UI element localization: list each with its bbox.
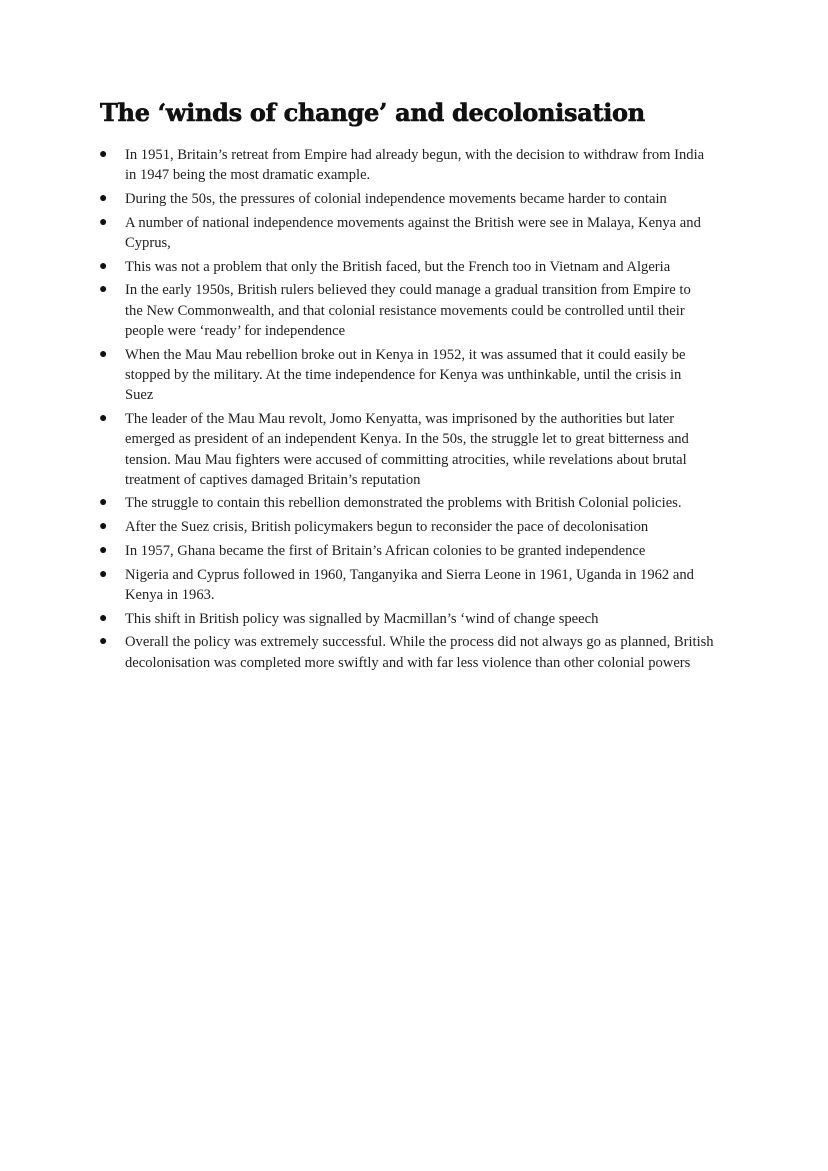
- bullet-icon: ●: [99, 346, 108, 362]
- list-item: [96, 517, 714, 537]
- list-item: [96, 257, 714, 277]
- bullet-icon: ●: [99, 147, 108, 162]
- bullet-icon: ●: [99, 258, 108, 274]
- list-item-text: When the Mau Mau rebellion broke out in Kenya in 1952, it was assumed that it could easily be: [125, 346, 686, 363]
- list-item-text: decolonisation was completed more swiftly and with far less violence than other colonial powers: [125, 654, 691, 671]
- list-item-text: tension. Mau Mau fighters were accused of committing atrocities, while revelations about brutal: [125, 451, 687, 468]
- list-item: [96, 632, 714, 673]
- list-item-text: Overall the policy was extremely successful. While the process did not always go as planned, British: [125, 634, 714, 651]
- list-item-text: in 1947 being the most dramatic example.: [125, 167, 371, 184]
- list-item-text: During the 50s, the pressures of colonial independence movements became harder to contain: [125, 190, 667, 207]
- bullet-icon: ●: [99, 495, 108, 511]
- list-item: [96, 189, 714, 209]
- bullet-icon: ●: [99, 282, 108, 298]
- bullet-icon: ●: [99, 542, 108, 558]
- list-item-text: This shift in British policy was signalled by Macmillan’s ‘wind of change speech: [125, 610, 599, 627]
- bullet-icon: ●: [99, 190, 108, 206]
- list-item: [96, 409, 714, 490]
- list-item: [96, 345, 714, 406]
- list-item: [96, 609, 714, 629]
- list-item-text: The struggle to contain this rebellion demonstrated the problems with British Colonial policies.: [125, 495, 682, 512]
- list-item: [96, 213, 714, 254]
- list-item-text: After the Suez crisis, British policymakers begun to reconsider the pace of decolonisation: [125, 519, 649, 536]
- list-item-text: In 1951, Britain’s retreat from Empire had already begun, with the decision to withdraw from India: [125, 147, 705, 163]
- bullet-list: [96, 145, 714, 676]
- bullet-icon: ●: [99, 634, 108, 650]
- list-item-text: The leader of the Mau Mau revolt, Jomo Kenyatta, was imprisoned by the authorities but later: [125, 410, 675, 427]
- list-item: [96, 541, 714, 561]
- list-item: [96, 493, 714, 513]
- page-title: The ‘winds of change’ and decolonisation: [100, 98, 645, 127]
- list-item-text: Nigeria and Cyprus followed in 1960, Tanganyika and Sierra Leone in 1961, Uganda in 1962 and: [125, 566, 694, 583]
- bullet-icon: ●: [99, 566, 108, 582]
- list-item-text: treatment of captives damaged Britain’s reputation: [125, 471, 421, 488]
- list-item-text: stopped by the military. At the time independence for Kenya was unthinkable, until the crisis in: [125, 366, 682, 383]
- bullet-icon: ●: [99, 410, 108, 426]
- list-item: [96, 565, 714, 606]
- list-item-text: Kenya in 1963.: [125, 586, 215, 603]
- list-item-text: the New Commonwealth, and that colonial resistance movements could be controlled until their: [125, 302, 685, 319]
- list-item-text: This was not a problem that only the British faced, but the French too in Vietnam and Algeria: [125, 258, 671, 275]
- bullet-icon: ●: [99, 610, 108, 626]
- list-item-text: emerged as president of an independent Kenya. In the 50s, the struggle let to great bitterness and: [125, 431, 689, 448]
- list-item: [96, 145, 714, 186]
- list-item-text: In the early 1950s, British rulers believed they could manage a gradual transition from Empire to: [125, 282, 691, 299]
- list-item-text: In 1957, Ghana became the first of Britain’s African colonies to be granted independence: [125, 542, 646, 559]
- list-item-text: people were ‘ready’ for independence: [125, 322, 346, 339]
- list-item-text: A number of national independence movements against the British were see in Malaya, Kenya and: [125, 214, 701, 231]
- list-item-text: Suez: [125, 387, 154, 404]
- bullet-icon: ●: [99, 214, 108, 230]
- list-item-text: Cyprus,: [125, 234, 171, 251]
- list-item: [96, 280, 714, 341]
- bullet-icon: ●: [99, 519, 108, 535]
